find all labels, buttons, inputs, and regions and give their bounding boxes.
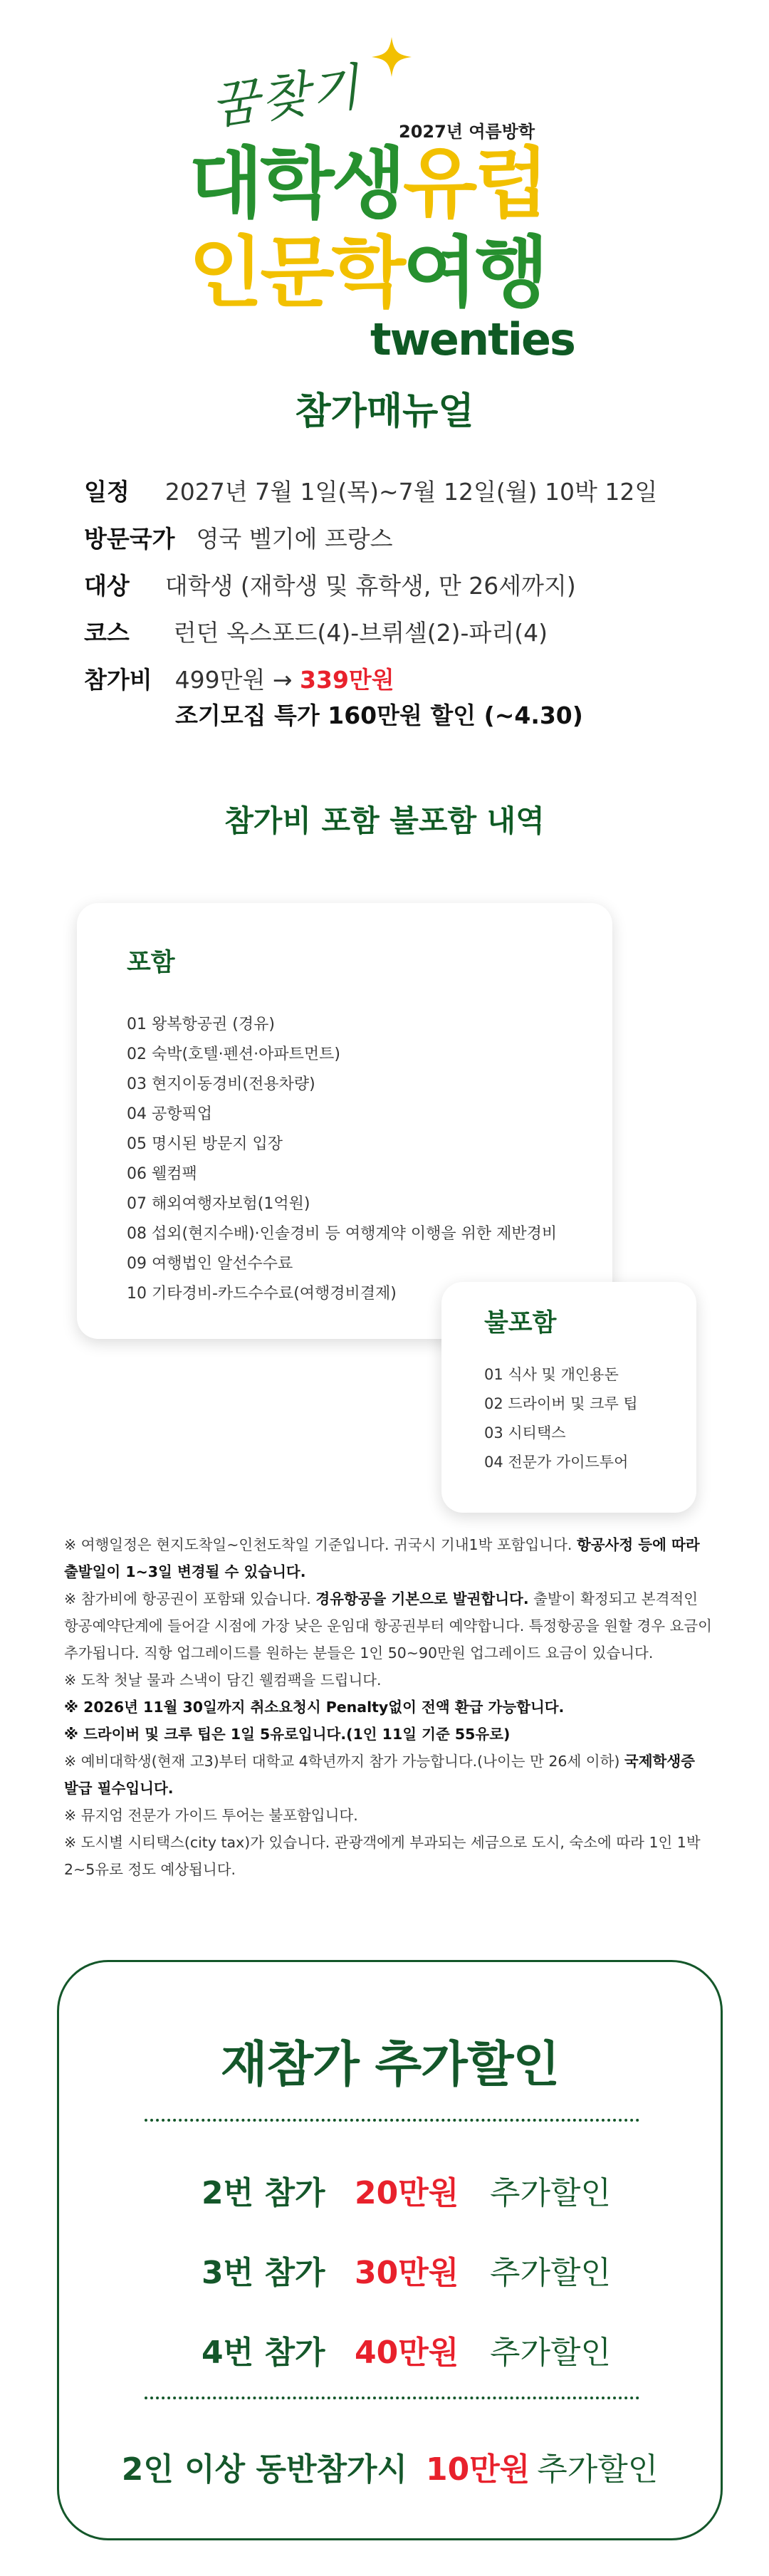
hero-title-humanities: 인문학 [189, 229, 403, 318]
list-item: 08 섭외(현지수배)·인솔경비 등 여행계약 이행을 위한 제반경비 [127, 1225, 558, 1243]
include-title: 포함 [127, 949, 175, 977]
hero-title-europe: 유럽 [402, 140, 546, 229]
note-item: ※ 도시별 시티택스(city tax)가 있습니다. 관광객에게 부과되는 세금으로 도시, 숙소에 따라 1인 1박 2~5유로 정도 예상됩니다. [64, 1834, 701, 1878]
group-discount-amount: 10만원 [426, 2451, 530, 2488]
include-list [127, 1010, 612, 1309]
list-item: 06 웰컴팩 [127, 1165, 197, 1183]
note-emphasis: ※ 2026년 11월 30일까지 취소요청시 Penalty없이 전액 환급 가능합니다. [64, 1699, 565, 1716]
discount-title: 재참가 추가할인 [220, 2037, 560, 2093]
note-item [64, 1721, 713, 1748]
course-row [84, 615, 696, 662]
list-item: 01 왕복항공권 (경유) [127, 1016, 275, 1033]
discount-suffix: 추가할인 [490, 2255, 612, 2291]
section-title-inclusions: 참가비 포함 불포함 내역 [224, 803, 545, 838]
countries-value: 영국 벨기에 프랑스 [196, 525, 393, 553]
fee-discounted: 339만원 [300, 666, 394, 694]
list-item: 02 드라이버 및 크루 팁 [484, 1395, 638, 1412]
schedule-label: 일정 [84, 478, 130, 506]
hero-title-line2 [189, 229, 546, 318]
list-item: 03 시티택스 [484, 1424, 566, 1441]
course-label: 코스 [84, 619, 130, 647]
divider [145, 2119, 639, 2122]
include-card [77, 903, 612, 1339]
note-item [64, 1531, 713, 1585]
note-item [64, 1748, 713, 1802]
fee-value [175, 662, 394, 695]
group-discount-suffix: 추가할인 [537, 2451, 659, 2488]
note-text: ※ 여행일정은 현지도착일~인천도착일 기준입니다. 귀국시 기내1박 포함입니다. [64, 1536, 577, 1553]
note-item [64, 1585, 713, 1667]
group-discount-row [59, 2444, 721, 2489]
list-item: 10 기타경비-카드수수료(여행경비결제) [127, 1285, 397, 1303]
note-item [64, 1694, 713, 1721]
list-item: 04 전문가 가이드투어 [484, 1454, 629, 1471]
fee-label: 참가비 [84, 666, 152, 694]
hero-title-university: 대학생 [189, 140, 403, 229]
list-item: 02 숙박(호텔·펜션·아파트먼트) [127, 1045, 340, 1063]
list-item: 04 공항픽업 [127, 1105, 212, 1123]
list-item: 01 식사 및 개인용돈 [484, 1366, 619, 1383]
note-text: 출발이 확정되고 본격적인 항공예약단계에 들어갈 시점에 가장 낮은 운임대 항공권부터 예약합니다. 특정항공을 원할 경우 요금이 추가됩니다. 직항 업그레이드를 원하는 분들은 1인 50~90만원 업그레이드 요금이 있습니다. [64, 1590, 712, 1662]
page-title: 참가매뉴얼 [295, 390, 474, 433]
early-bird-note: 조기모집 특가 160만원 할인 (~4.30) [175, 702, 583, 729]
notes-section [64, 1531, 713, 1883]
schedule-row [84, 474, 696, 521]
discount-amount: 40만원 [355, 2335, 459, 2371]
rejoin-discount-box [57, 1960, 723, 2540]
hero-title-line1 [189, 140, 546, 229]
note-item: ※ 뮤지엄 전문가 가이드 투어는 불포함입니다. [64, 1807, 358, 1824]
sparkle-icon [370, 36, 413, 78]
hero-title-travel: 여행 [402, 229, 546, 318]
note-text: ※ 참가비에 항공권이 포함돼 있습니다. [64, 1590, 316, 1607]
hero-banner [0, 0, 769, 399]
group-discount-label: 2인 이상 동반참가시 [121, 2451, 408, 2488]
trip-info [84, 474, 696, 731]
discount-amount: 20만원 [355, 2175, 459, 2211]
note-emphasis: 항공사정 등에 따라 출발일이 1~3일 변경될 수 있습니다. [64, 1536, 700, 1580]
note-emphasis: ※ 드라이버 및 크루 팁은 1일 5유로입니다.(1인 11일 기준 55유로) [64, 1726, 511, 1743]
exclude-title: 불포함 [484, 1309, 557, 1337]
course-value: 런던 옥스포드(4)-브뤼셀(2)-파리(4) [173, 619, 548, 647]
note-item: ※ 도착 첫날 물과 스낵이 담긴 웰컴팩을 드립니다. [64, 1672, 382, 1689]
countries-label: 방문국가 [84, 525, 175, 553]
discount-suffix: 추가할인 [490, 2175, 612, 2211]
exclude-card [441, 1282, 696, 1513]
discount-label: 3번 참가 [202, 2255, 325, 2291]
note-emphasis: 국제학생증 발급 필수입니다. [64, 1753, 695, 1797]
brand-logo: twenties [370, 313, 575, 365]
divider [145, 2397, 639, 2399]
note-text: ※ 예비대학생(현재 고3)부터 대학교 4학년까지 참가 가능합니다.(나이는 만 26세 이하) [64, 1753, 624, 1770]
exclude-list [484, 1360, 696, 1477]
target-row [84, 568, 696, 615]
target-label: 대상 [84, 572, 130, 600]
list-item: 05 명시된 방문지 입장 [127, 1135, 283, 1153]
list-item: 09 여행법인 알선수수료 [127, 1255, 293, 1273]
brush-title: 꿈찾기 [207, 57, 365, 137]
note-emphasis: 경유항공을 기본으로 발권합니다. [315, 1590, 529, 1607]
target-value: 대학생 (재학생 및 휴학생, 만 26세까지) [164, 572, 576, 600]
list-item: 03 현지이동경비(전용차량) [127, 1075, 315, 1093]
discount-amount: 30만원 [355, 2255, 459, 2291]
discount-label: 2번 참가 [202, 2175, 325, 2211]
fee-original: 499만원 → [174, 666, 293, 694]
schedule-value: 2027년 7월 1일(목)~7월 12일(월) 10박 12일 [164, 478, 658, 506]
countries-row [84, 521, 696, 568]
list-item: 07 해외여행자보험(1억원) [127, 1195, 310, 1213]
discount-label: 4번 참가 [202, 2335, 325, 2371]
discount-suffix: 추가할인 [490, 2335, 612, 2371]
edition-label: 2027년 여름방학 [399, 122, 535, 142]
